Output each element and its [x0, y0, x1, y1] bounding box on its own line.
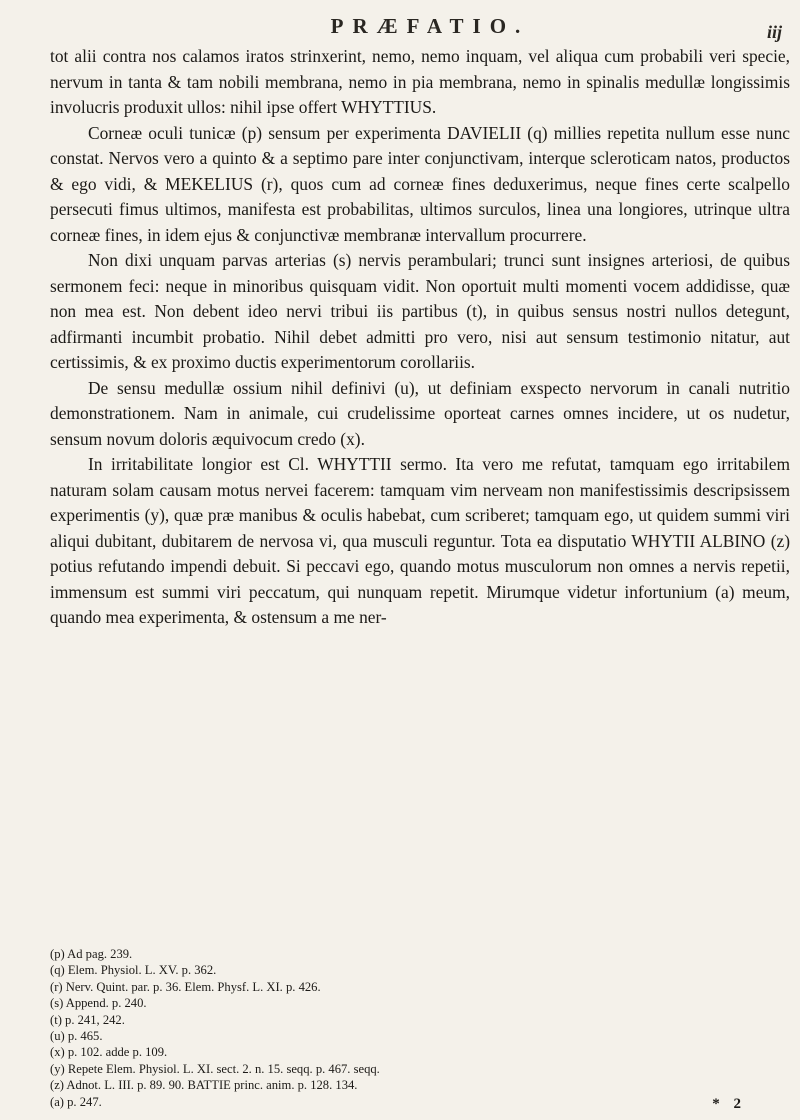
footnote-q: (q) Elem. Physiol. L. XV. p. 362. [50, 963, 217, 978]
footnote-y: (y) Repete Elem. Physiol. L. XI. sect. 2. n. 15. seqq. p. 467. seqq. [50, 1061, 380, 1076]
footnote-r: (r) Nerv. Quint. par. p. 36. Elem. Physf. L. XI. p. 426. [50, 979, 321, 994]
footnote-x: (x) p. 102. adde p. 109. [50, 1045, 168, 1060]
footnote-s: (s) Append. p. 240. [50, 996, 147, 1011]
page-header [0, 8, 800, 48]
running-head: PRÆFATIO. [330, 14, 530, 38]
catchword: * 2 [712, 1096, 746, 1112]
body-text [50, 44, 790, 631]
paragraph-4: De sensu medullæ ossium nihil definivi (u), ut definiam exspecto nervorum in canali nutritio demonstrationem. Nam in animale, cui crudelissime oporteat carnes omnes incidere, ut os nudetur, sensum novum doloris æquivocum credo (x). [50, 377, 790, 449]
footnote-u: (u) p. 465. [50, 1029, 103, 1044]
footnote-t: (t) p. 241, 242. [50, 1012, 125, 1027]
footnotes [50, 946, 770, 1110]
footnote-p: (p) Ad pag. 239. [50, 947, 133, 961]
footnote-a: (a) p. 247. [50, 1094, 102, 1109]
paragraph-5: In irritabilitate longior est Cl. WHYTTII sermo. Ita vero me refutat, tamquam ego irritabilem naturam solam causam motus nervei facerem: tamquam vim nerveam non manifestissimis descripsissem experimentis (y), quæ præ manibus & oculis habebat, cum scriberet; tamquam ego, ut quidem summi viri aliqui dubitant, dubitarem de nervosa vi, qua musculi reguntur. Tota ea disputatio WHYTII ALBINO (z) potius refutando impendi debuit. Si peccavi ego, quando motus musculorum non omnes a nervis repetii, immensum est summi viri peccatum, qui nunquam repetit. Mirumque videtur infortunium (a) meum, quando mea experimenta, & ostensum a me ner- [50, 454, 790, 627]
page-number: iij [766, 22, 782, 42]
paragraph-2: Corneæ oculi tunicæ (p) sensum per experimenta DAVIELII (q) millies repetita nullum esse nunc constat. Nervos vero a quinto & a septimo pare inter conjunctivam, interque scleroticam natos, productos & ego vidi, & MEKELIUS (r), quos cum ad corneæ fines deduxerimus, neque fines certe scalpello persecuti fimus ultimos, manifesta est probabilitas, ultimos surculos, linea una longiores, utrinque ultra corneæ fines, in idem ejus & conjunctivæ membranæ intervallum procurrere. [50, 122, 790, 245]
footnote-z: (z) Adnot. L. III. p. 89. 90. BATTIE princ. anim. p. 128. 134. [50, 1078, 358, 1093]
paragraph-3: Non dixi unquam parvas arterias (s) nervis perambulari; trunci sunt insignes arteriosi, de quibus sermonem feci: neque in minoribus quisquam vidit. Non oportuit multi momenti vocem addidisse, quæ non mea est. Non debent ideo nervi tribui iis partibus (t), in quibus sensus nostri nullos detegunt, adfirmanti incumbit probatio. Nihil debet admitti pro vero, nisi aut sensum testimonio nitatur, aut certissimis, & ex proximo ductis experimentorum corollariis. [50, 250, 790, 372]
paragraph-1: tot alii contra nos calamos iratos strinxerint, nemo, nemo inquam, vel aliqua cum probabili veri specie, nervum in tanta & tam nobili membrana, nemo in pia membrana, nemo in spinalis medullæ longissimis involucris produxit ullos: nihil ipse offert WHYTTIUS. [50, 46, 790, 117]
